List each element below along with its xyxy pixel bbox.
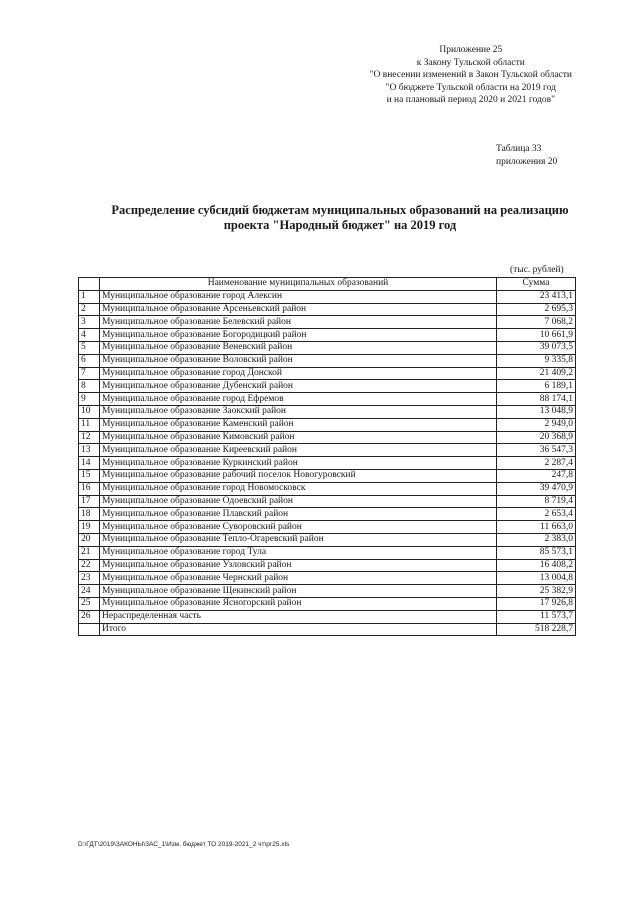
row-name-cell: Муниципальное образование Богородицкий район xyxy=(100,329,497,342)
table-row xyxy=(79,380,576,393)
row-name-cell: Муниципальное образование Тепло-Огаревский район xyxy=(100,533,497,546)
row-number-cell: 5 xyxy=(79,341,100,354)
table-row xyxy=(79,354,576,367)
row-sum-cell: 13 004,8 xyxy=(497,572,576,585)
table-row xyxy=(79,393,576,406)
row-sum-cell: 8 719,4 xyxy=(497,495,576,508)
table-row xyxy=(79,329,576,342)
row-name-cell: Муниципальное образование Воловский район xyxy=(100,354,497,367)
row-name-cell: Муниципальное образование Каменский район xyxy=(100,418,497,431)
row-number-cell: 9 xyxy=(79,393,100,406)
table-reference xyxy=(496,143,557,168)
row-name-cell: Муниципальное образование Арсеньевский район xyxy=(100,303,497,316)
row-name-cell: Муниципальное образование Одоевский район xyxy=(100,495,497,508)
row-sum-cell: 7 068,2 xyxy=(497,316,576,329)
row-sum-cell: 247,8 xyxy=(497,469,576,482)
row-name-cell: Муниципальное образование Киреевский район xyxy=(100,444,497,457)
row-number-cell: 15 xyxy=(79,469,100,482)
row-number-cell: 1 xyxy=(79,290,100,303)
row-number-cell: 24 xyxy=(79,585,100,598)
table-row xyxy=(79,290,576,303)
row-number-cell: 8 xyxy=(79,380,100,393)
header-sum-cell: Сумма xyxy=(497,278,576,291)
row-number-cell: 12 xyxy=(79,431,100,444)
row-sum-cell: 11 573,7 xyxy=(497,610,576,623)
row-name-cell: Муниципальное образование город Донской xyxy=(100,367,497,380)
row-sum-cell: 11 663,0 xyxy=(497,521,576,534)
table-row xyxy=(79,495,576,508)
table-row xyxy=(79,572,576,585)
row-name-cell: Муниципальное образование Плавский район xyxy=(100,508,497,521)
table-number: Таблица 33 xyxy=(496,144,542,154)
row-sum-cell: 21 409,2 xyxy=(497,367,576,380)
row-number-cell: 18 xyxy=(79,508,100,521)
table-row xyxy=(79,405,576,418)
table-row xyxy=(79,521,576,534)
table-row xyxy=(79,585,576,598)
row-name-cell: Нераспределенная часть xyxy=(100,610,497,623)
row-name-cell: Муниципальное образование Чернский район xyxy=(100,572,497,585)
row-number-cell: 20 xyxy=(79,533,100,546)
row-number-cell: 14 xyxy=(79,457,100,470)
row-number-cell: 13 xyxy=(79,444,100,457)
row-sum-cell: 17 926,8 xyxy=(497,597,576,610)
row-sum-cell: 88 174,1 xyxy=(497,393,576,406)
row-number-cell: 26 xyxy=(79,610,100,623)
row-name-cell: Муниципальное образование Суворовский район xyxy=(100,521,497,534)
table-row xyxy=(79,444,576,457)
row-name-cell: Муниципальное образование Веневский район xyxy=(100,341,497,354)
header-line: "О бюджете Тульской области на 2019 год xyxy=(385,82,556,93)
table-row xyxy=(79,418,576,431)
row-sum-cell: 10 661,9 xyxy=(497,329,576,342)
row-name-cell: Муниципальное образование город Алексин xyxy=(100,290,497,303)
table-row xyxy=(79,303,576,316)
row-number-cell: 17 xyxy=(79,495,100,508)
row-sum-cell: 2 653,4 xyxy=(497,508,576,521)
row-sum-cell: 9 335,8 xyxy=(497,354,576,367)
row-name-cell: Муниципальное образование Кимовский район xyxy=(100,431,497,444)
row-sum-cell: 2 695,3 xyxy=(497,303,576,316)
table-row xyxy=(79,546,576,559)
table-row xyxy=(79,431,576,444)
table-row xyxy=(79,457,576,470)
row-number-cell: 4 xyxy=(79,329,100,342)
row-name-cell: Муниципальное образование Заокский район xyxy=(100,405,497,418)
row-sum-cell: 2 383,0 xyxy=(497,533,576,546)
table-header-row xyxy=(79,278,576,291)
table-total-row xyxy=(79,623,576,636)
row-sum-cell: 20 368,9 xyxy=(497,431,576,444)
table-row xyxy=(79,367,576,380)
table-row xyxy=(79,508,576,521)
row-sum-cell: 25 382,9 xyxy=(497,585,576,598)
row-number-cell: 19 xyxy=(79,521,100,534)
row-number-cell: 3 xyxy=(79,316,100,329)
row-name-cell: Итого xyxy=(100,623,497,636)
row-number-cell: 7 xyxy=(79,367,100,380)
row-name-cell: Муниципальное образование Ясногорский район xyxy=(100,597,497,610)
row-sum-cell: 85 573,1 xyxy=(497,546,576,559)
title-line-1: Распределение субсидий бюджетам муниципальных образований на реализацию xyxy=(111,203,569,217)
table-row xyxy=(79,559,576,572)
header-name-cell: Наименование муниципальных образований xyxy=(100,278,497,291)
appendix-number: приложения 20 xyxy=(496,156,558,167)
row-name-cell: Муниципальное образование город Новомосковск xyxy=(100,482,497,495)
row-name-cell: Муниципальное образование Щекинский район xyxy=(100,585,497,598)
row-sum-cell: 6 189,1 xyxy=(497,380,576,393)
row-sum-cell: 13 048,9 xyxy=(497,405,576,418)
subsidy-table xyxy=(78,277,576,636)
document-title xyxy=(60,203,620,233)
row-name-cell: Муниципальное образование город Ефремов xyxy=(100,393,497,406)
table-row xyxy=(79,469,576,482)
table-row xyxy=(79,597,576,610)
row-number-cell: 16 xyxy=(79,482,100,495)
row-sum-cell: 23 413,1 xyxy=(497,290,576,303)
row-sum-cell: 2 949,0 xyxy=(497,418,576,431)
row-sum-cell: 39 470,9 xyxy=(497,482,576,495)
table-row xyxy=(79,533,576,546)
row-number-cell: 21 xyxy=(79,546,100,559)
table-row xyxy=(79,482,576,495)
row-number-cell xyxy=(79,623,100,636)
header-line: к Закону Тульской области xyxy=(416,57,525,68)
header-number-cell xyxy=(79,278,100,291)
row-name-cell: Муниципальное образование Узловский район xyxy=(100,559,497,572)
row-number-cell: 11 xyxy=(79,418,100,431)
row-number-cell: 23 xyxy=(79,572,100,585)
row-name-cell: Муниципальное образование Куркинский район xyxy=(100,457,497,470)
row-number-cell: 2 xyxy=(79,303,100,316)
row-sum-cell: 16 408,2 xyxy=(497,559,576,572)
row-sum-cell: 518 228,7 xyxy=(497,623,576,636)
header-line: Приложение 25 xyxy=(439,45,503,55)
row-name-cell: Муниципальное образование рабочий поселок Новогуровский xyxy=(100,469,497,482)
row-sum-cell: 36 547,3 xyxy=(497,444,576,457)
row-number-cell: 6 xyxy=(79,354,100,367)
row-number-cell: 10 xyxy=(79,405,100,418)
row-name-cell: Муниципальное образование город Тула xyxy=(100,546,497,559)
row-number-cell: 25 xyxy=(79,597,100,610)
row-sum-cell: 2 287,4 xyxy=(497,457,576,470)
row-number-cell: 22 xyxy=(79,559,100,572)
table-row xyxy=(79,610,576,623)
header-line: "О внесении изменений в Закон Тульской области xyxy=(369,70,572,80)
file-path-footer: D:\ГДТ\2019\ЗАКОНЫ\ЗАС_1\Изм. бюджет ТО 2019-2021_2 чт\рг25.xls xyxy=(78,841,290,848)
header-line: и на плановый период 2020 и 2021 годов" xyxy=(386,95,556,105)
title-line-2: проекта "Народный бюджет" на 2019 год xyxy=(223,218,457,232)
row-sum-cell: 39 073,5 xyxy=(497,341,576,354)
row-name-cell: Муниципальное образование Дубенский район xyxy=(100,380,497,393)
document-header xyxy=(370,44,572,107)
row-name-cell: Муниципальное образование Белевский район xyxy=(100,316,497,329)
units-label: (тыс. рублей) xyxy=(510,265,564,275)
table-row xyxy=(79,341,576,354)
table-row xyxy=(79,316,576,329)
